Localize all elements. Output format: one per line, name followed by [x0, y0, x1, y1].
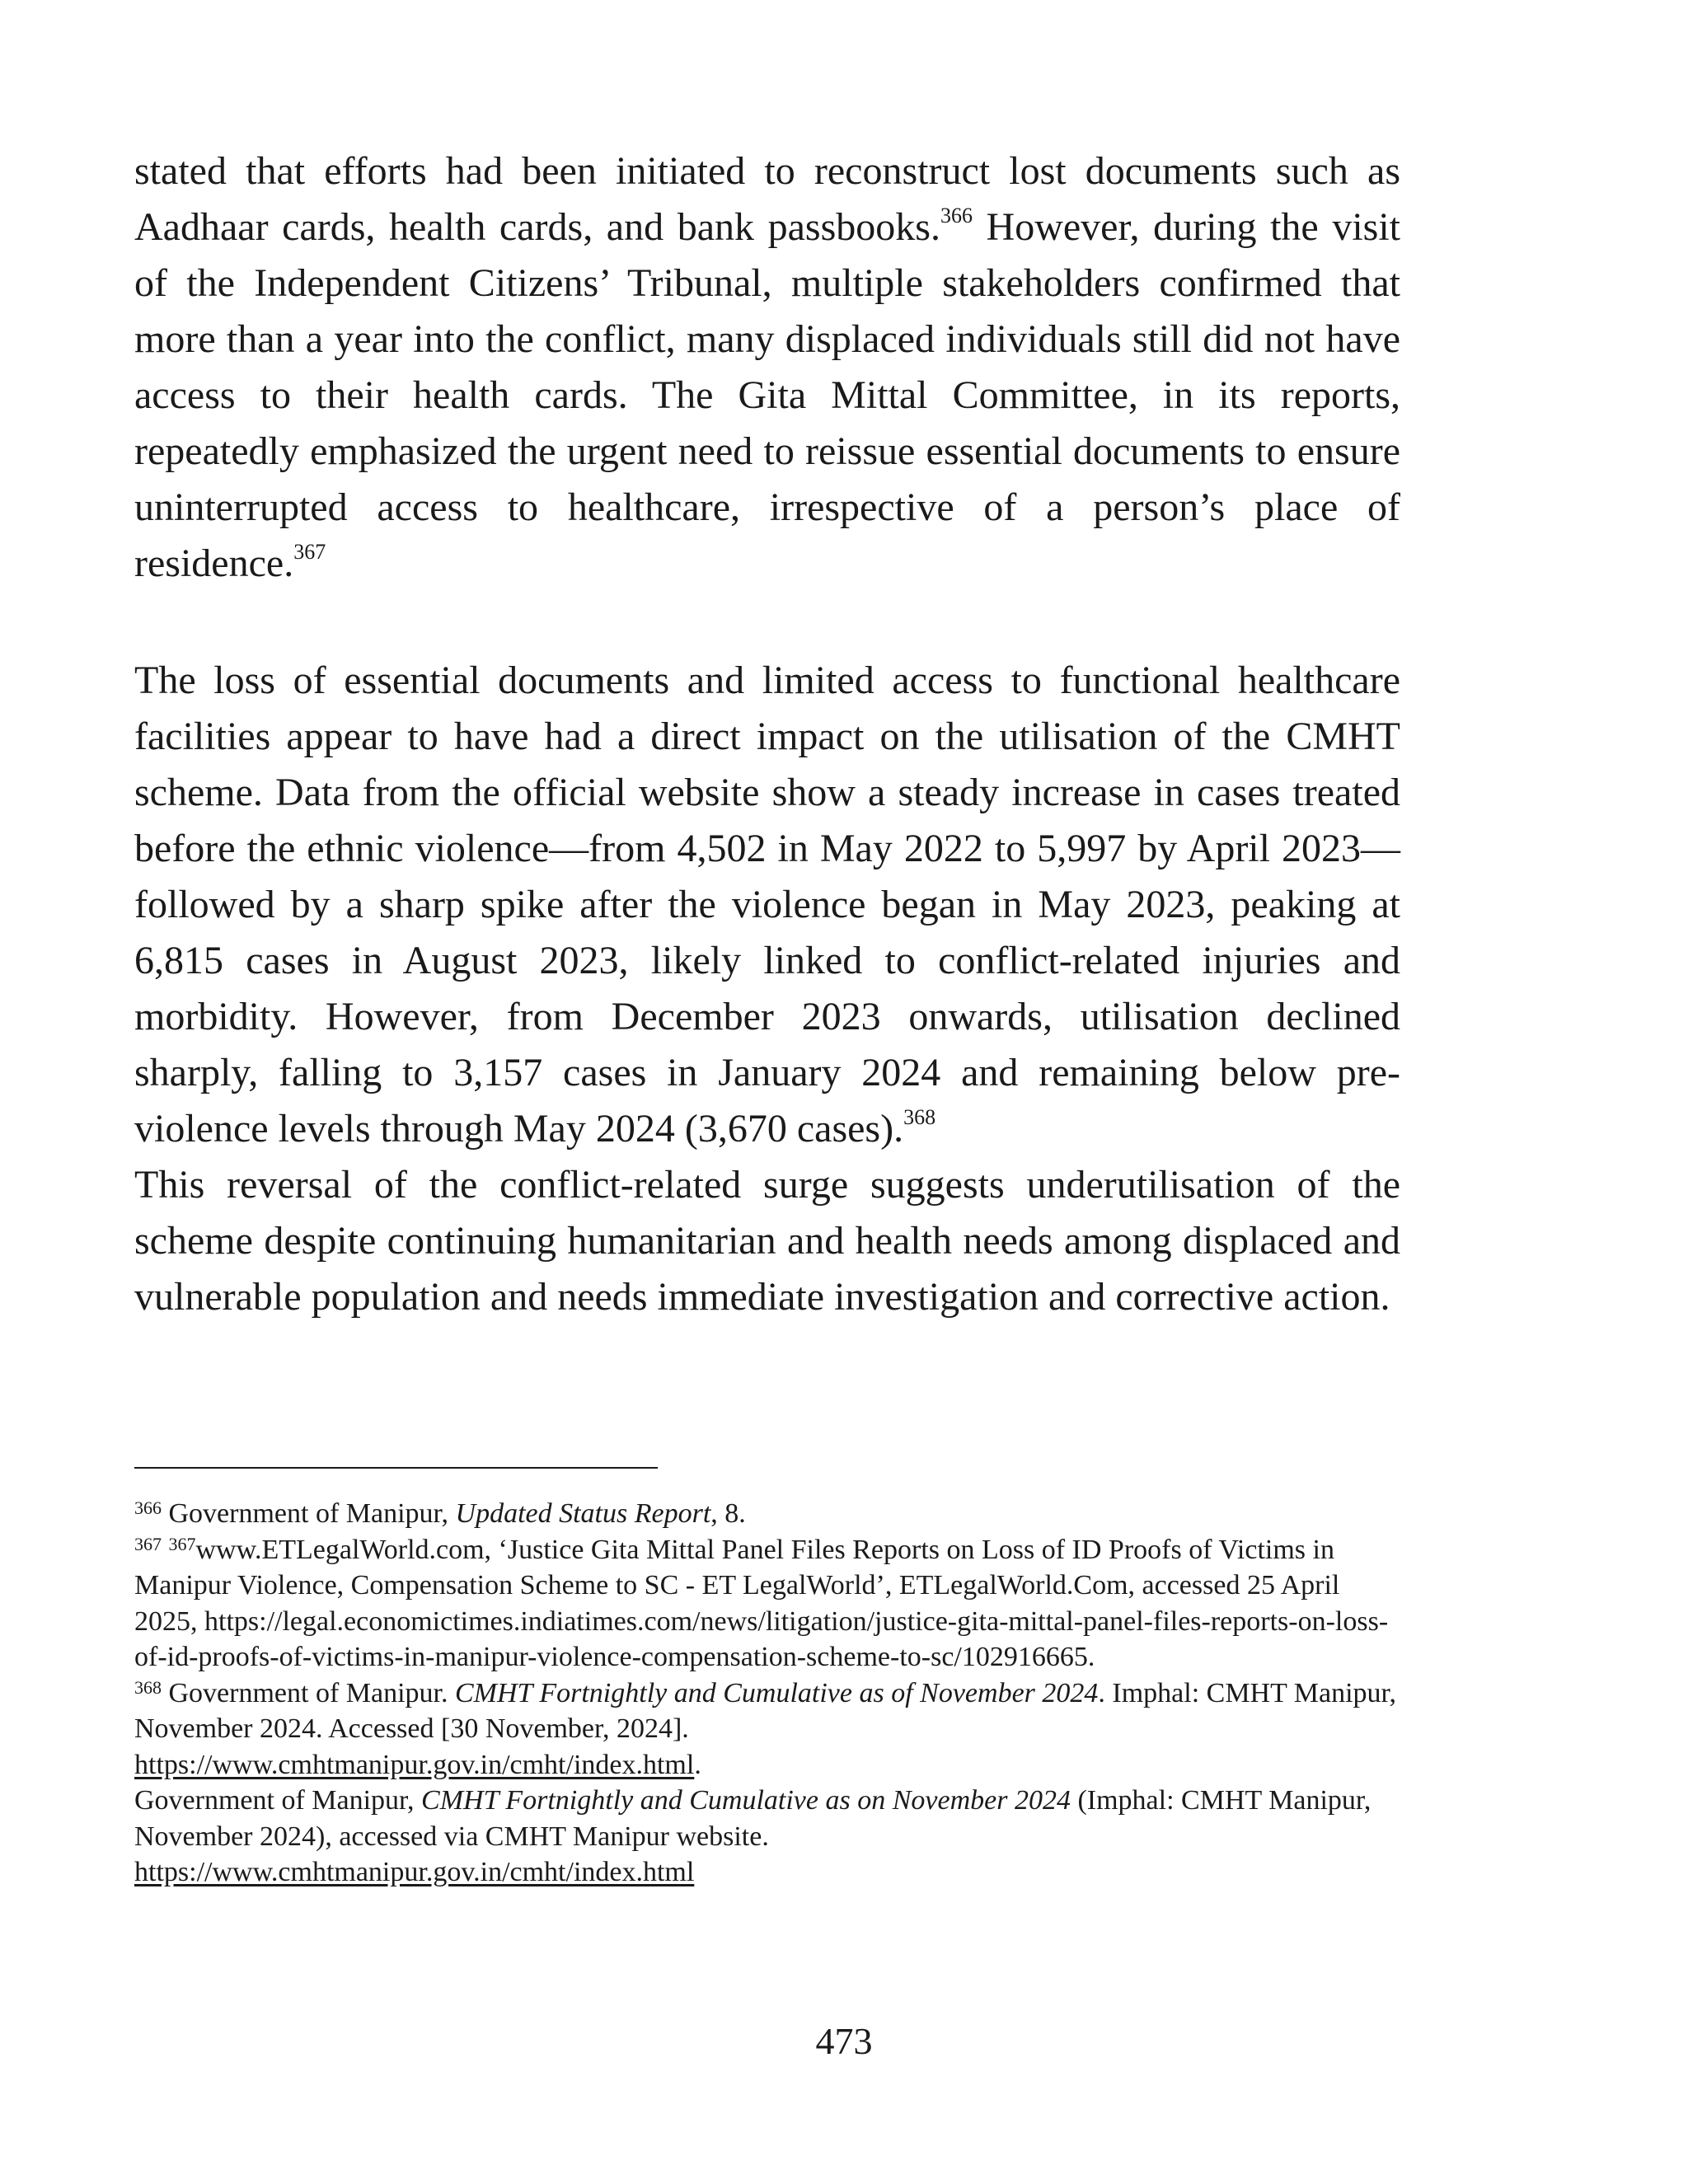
footnote-ref-368[interactable]: 368	[903, 1105, 936, 1129]
page-number: 473	[815, 2020, 873, 2062]
footnote-368: $^{368}$ Government of Manipur. CMHT Fortnightly and Cumulative as of November 2024. Imphal: CMHT Manipur, November 2024. Accessed [30 November, 2024]. https://www.cmhtmanipur.gov.in/cmht/index.html.	[134, 1676, 1396, 1780]
body-paragraph-1: stated that efforts had been initiated to reconstruct lost documents such as Aadhaar cards, health cards, and bank passbooks.$^{366}$ However, during the visit of the Independent Citizens’ Tribunal, multiple stakeholders confirmed that more than a year into the conflict, many displaced individuals still did not have access to their health cards. The Gita Mittal Committee, in its reports, repeatedly emphasized the urgent need to reissue essential documents to ensure uninterrupted access to healthcare, irrespective of a person’s place of residence.$^{367}$	[134, 149, 1401, 585]
footnote-mark: 368	[134, 1676, 162, 1698]
body-paragraph-2: The loss of essential documents and limited access to functional healthcare facilities appear to have had a direct impact on the utilisation of the CMHT scheme. Data from the official website show a steady increase in cases treated before the ethnic violence—from 4,502 in May 2022 to 5,997 by April 2023—followed by a sharp spike after the violence began in May 2023, peaking at 6,815 cases in August 2023, likely linked to conflict-related injuries and morbidity. However, from December 2023 onwards, utilisation declined sharply, falling to 3,157 cases in January 2024 and remaining below pre-violence levels through May 2024 (3,670 cases).$^{368}$ This reversal of the conflict-related surge suggests underutilisation of the scheme despite continuing humanitarian and health needs among displaced and vulnerable population and needs immediate investigation and corrective action.	[134, 658, 1400, 1319]
cmht-link-2[interactable]: https://www.cmhtmanipur.gov.in/cmht/index.html	[134, 1857, 695, 1887]
footnote-ref-367[interactable]: 367	[293, 540, 326, 564]
footnote-ref-366[interactable]: 366	[940, 204, 973, 227]
footnote-366: $^{366}$ Government of Manipur, Updated Status Report, 8.	[134, 1497, 746, 1529]
footnotes	[134, 1496, 1400, 1891]
footnote-368-continued: Government of Manipur, CMHT Fortnightly and Cumulative as on November 2024 (Imphal: CMHT Manipur, November 2024), accessed via CMHT Manipur website. https://www.cmhtmanipur.gov.in/cmht/index.html	[134, 1785, 1372, 1887]
footnote-367: $^{367}$ $^{367}$www.ETLegalWorld.com, ‘Justice Gita Mittal Panel Files Reports on Loss of ID Proofs of Victims in Manipur Violence, Compensation Scheme to SC - ET LegalWorld’, ETLegalWorld.Com, accessed 25 April 2025, https://legal.economictimes.indiatimes.com/news/litigation/justice-gita-mittal-panel-files-reports-on-loss-of-id-proofs-of-victims-in-manipur-violence-compensation-scheme-to-sc/102916665.	[134, 1533, 1389, 1672]
cmht-link[interactable]: https://www.cmhtmanipur.gov.in/cmht/index.html	[134, 1749, 695, 1780]
footnote-separator	[134, 1467, 658, 1469]
footnote-mark: 367	[134, 1533, 162, 1554]
footnote-mark: 366	[134, 1497, 162, 1518]
footnote-mark: 367	[168, 1533, 196, 1554]
